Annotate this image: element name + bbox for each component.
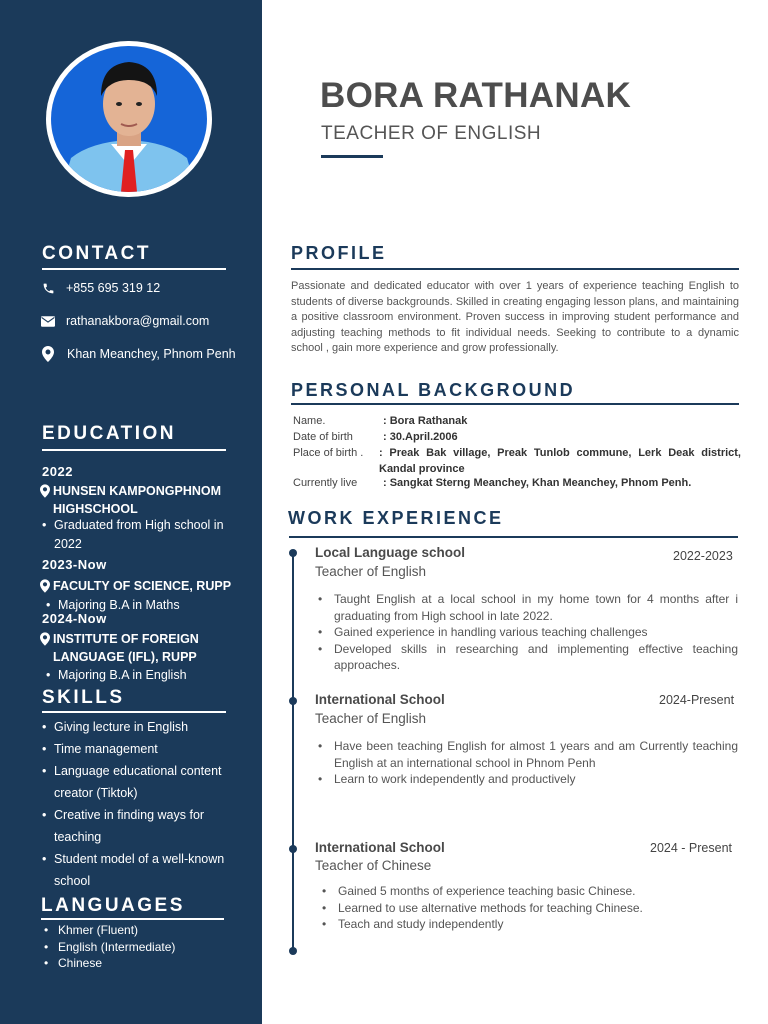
background-label: Name. <box>293 415 326 427</box>
skill-item: • Language educational content creator (Tiktok) <box>42 760 242 804</box>
background-heading: PERSONAL BACKGROUND <box>291 380 576 400</box>
background-row <box>293 415 467 427</box>
languages-divider <box>41 918 224 920</box>
education-heading: EDUCATION <box>42 423 177 444</box>
background-row <box>293 446 741 477</box>
timeline-dot <box>289 549 297 557</box>
skill-item: • Giving lecture in English <box>42 716 242 738</box>
job-date: 2024 - Present <box>650 841 732 855</box>
background-row <box>293 477 691 489</box>
languages-list <box>44 922 244 972</box>
experience-heading: WORK EXPERIENCE <box>288 508 504 528</box>
job-duty: • Learn to work independently and productively <box>314 771 738 788</box>
education-year: 2023-Now <box>42 557 107 572</box>
education-detail: • Majoring B.A in Maths <box>46 596 248 615</box>
background-value: : Preak Bak village, Preak Tunlob commune, Lerk Deak district, Kandal province <box>379 447 741 475</box>
background-row <box>293 431 458 443</box>
job-role: Teacher of English <box>315 711 427 726</box>
language-item: • English (Intermediate) <box>44 939 244 956</box>
education-school-name: FACULTY OF SCIENCE, RUPP <box>53 579 232 593</box>
title-underline <box>321 155 383 158</box>
sidebar <box>0 0 262 1024</box>
skills-divider <box>42 711 226 713</box>
skill-item: • Creative in finding ways for teaching <box>42 804 242 848</box>
experience-divider <box>289 536 738 538</box>
timeline-dot <box>289 845 297 853</box>
job-role: Teacher of English <box>315 564 427 579</box>
timeline-dot <box>289 697 297 705</box>
profile-photo-frame <box>46 41 212 197</box>
job-duties <box>318 883 718 933</box>
job-date: 2022-2023 <box>673 549 733 563</box>
contact-phone <box>40 280 160 296</box>
job-role: Teacher of Chinese <box>315 858 432 873</box>
address-text: Khan Meanchey, Phnom Penh <box>67 347 236 361</box>
education-school <box>40 577 240 598</box>
job-duties <box>314 591 738 674</box>
email-text: rathanakbora@gmail.com <box>66 314 210 328</box>
job-duty: • Gained 5 months of experience teaching basic Chinese. <box>318 883 718 900</box>
location-pin-icon <box>40 346 56 362</box>
job-duty: • Teach and study independently <box>318 916 718 933</box>
education-year: 2022 <box>42 464 73 479</box>
experience-timeline <box>292 552 294 952</box>
background-label: Currently live <box>293 477 358 489</box>
language-item: • Chinese <box>44 955 244 972</box>
skills-list <box>42 716 242 892</box>
candidate-name: BORA RATHANAK <box>320 76 632 115</box>
education-divider <box>42 449 226 451</box>
profile-divider <box>291 268 739 270</box>
education-school <box>40 630 220 666</box>
background-value: : Bora Rathanak <box>383 415 468 427</box>
contact-address <box>40 346 236 362</box>
contact-email <box>40 313 209 329</box>
contact-divider <box>42 268 226 270</box>
job-place: International School <box>315 692 445 707</box>
background-value: : 30.April.2006 <box>383 431 458 443</box>
background-label: Place of birth . <box>293 447 364 459</box>
education-year: 2024-Now <box>42 611 107 626</box>
job-duty: • Learned to use alternative methods for teaching Chinese. <box>318 900 718 917</box>
profile-photo <box>51 46 207 192</box>
mail-icon <box>40 313 56 329</box>
education-school-name: INSTITUTE OF FOREIGN LANGUAGE (IFL), RUPP <box>53 632 199 664</box>
background-value: : Sangkat Sterng Meanchey, Khan Meanchey, Phnom Penh. <box>383 477 692 489</box>
skill-item: • Time management <box>42 738 242 760</box>
location-pin-icon <box>40 482 53 518</box>
phone-icon <box>40 280 56 296</box>
languages-heading: LANGUAGES <box>41 895 185 916</box>
job-duty: • Gained experience in handling various teaching challenges <box>314 624 738 641</box>
background-label: Date of birth <box>293 431 353 443</box>
language-item: • Khmer (Fluent) <box>44 922 244 939</box>
job-duty: • Taught English at a local school in my home town for 4 months after i graduating from High school in late 2022. <box>314 591 738 624</box>
education-detail: • Graduated from High school in 2022 <box>42 516 224 554</box>
profile-heading: PROFILE <box>291 243 387 263</box>
job-place: Local Language school <box>315 545 466 560</box>
education-detail: • Majoring B.A in English <box>46 666 248 685</box>
job-duties <box>314 738 738 788</box>
skill-item: • Student model of a well-known school <box>42 848 242 892</box>
skills-heading: SKILLS <box>42 687 125 708</box>
education-school-name: HUNSEN KAMPONGPHNOM HIGHSCHOOL <box>53 484 222 516</box>
profile-text: Passionate and dedicated educator with over 1 years of experience teaching English to students of diverse backgrounds. Skilled in creating engaging lesson plans, and maintaining a positive classroom environment. Proven success in improving student performance and adjusting teaching methods to fit individual needs. Seeking to contribute to a dynamic school , gain more experience and grow professionally. <box>291 280 739 355</box>
job-duty: • Have been teaching English for almost 1 years and am Currently teaching English at an international school in Phnom Penh <box>314 738 738 771</box>
job-duty: • Developed skills in researching and implementing effective teaching approaches. <box>314 641 738 674</box>
location-pin-icon <box>40 630 53 666</box>
candidate-title: TEACHER OF ENGLISH <box>321 123 542 144</box>
contact-heading: CONTACT <box>42 243 151 264</box>
location-pin-icon <box>40 577 53 598</box>
background-divider <box>291 403 739 405</box>
phone-text: +855 695 319 12 <box>66 281 161 295</box>
education-school <box>40 482 240 518</box>
job-date: 2024-Present <box>659 693 735 707</box>
timeline-dot <box>289 947 297 955</box>
job-place: International School <box>315 840 445 855</box>
